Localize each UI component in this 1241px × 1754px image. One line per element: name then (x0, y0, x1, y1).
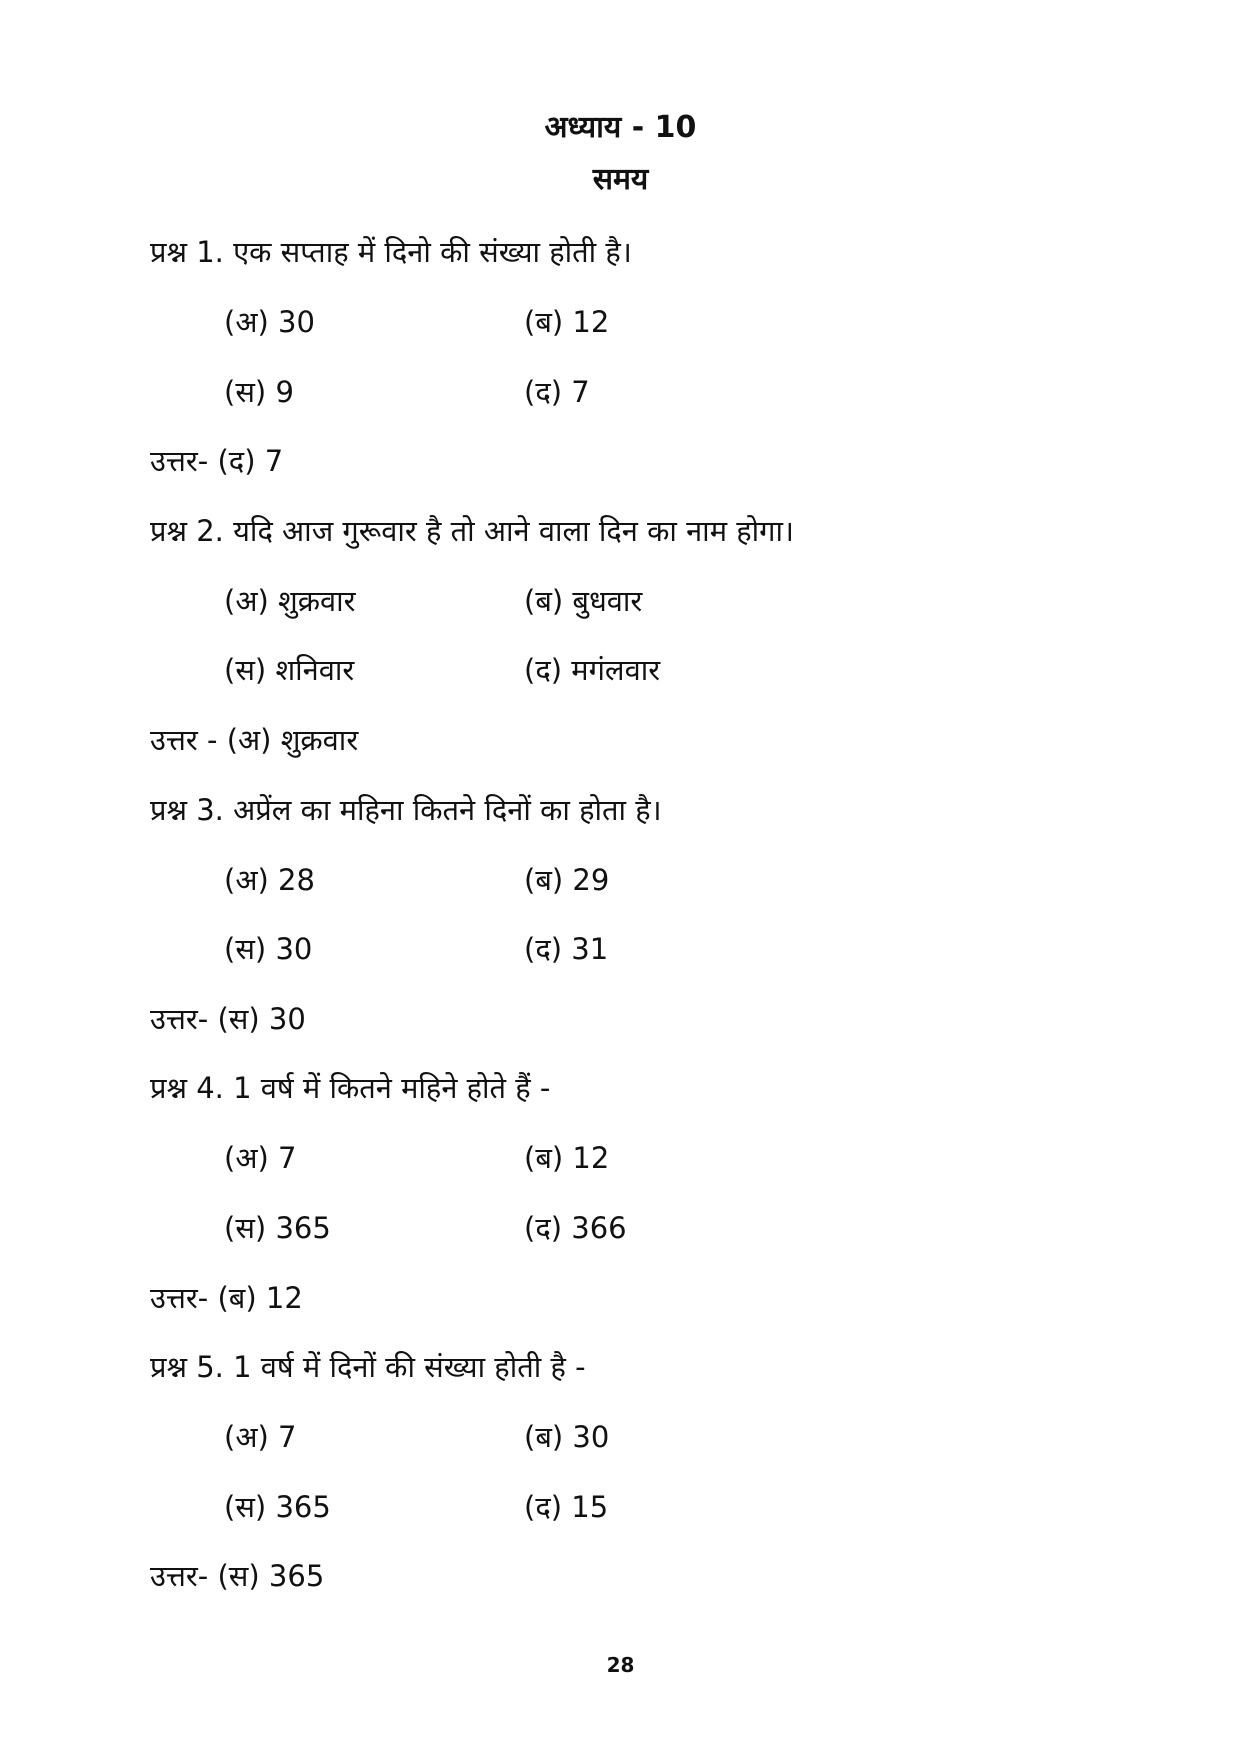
q1-option-b: (ब) 12 (524, 305, 610, 339)
q2-option-a: (अ) शुक्रवार (224, 584, 356, 618)
q3-option-c: (स) 30 (224, 932, 313, 966)
chapter-title: अध्याय - 10 (544, 110, 697, 145)
q4-option-d: (द) 366 (524, 1211, 627, 1245)
q3-option-d: (द) 31 (524, 932, 609, 966)
chapter-subtitle: समय (592, 162, 649, 197)
q2-option-b: (ब) बुधवार (524, 584, 643, 618)
q5-answer: उत्तर- (स) 365 (150, 1559, 325, 1593)
q3-answer: उत्तर- (स) 30 (150, 1002, 306, 1036)
q4-option-a: (अ) 7 (224, 1141, 297, 1175)
q2-option-c: (स) शनिवार (224, 653, 355, 687)
q5-option-c: (स) 365 (224, 1490, 331, 1524)
q5-option-a: (अ) 7 (224, 1420, 297, 1454)
q4-option-b: (ब) 12 (524, 1141, 610, 1175)
q1-option-c: (स) 9 (224, 375, 294, 409)
q4-answer: उत्तर- (ब) 12 (150, 1281, 303, 1315)
question-1: प्रश्न 1. एक सप्ताह में दिनो की संख्या होती है। (150, 235, 632, 269)
page-number: 28 (606, 1653, 635, 1677)
question-3: प्रश्न 3. अप्रेंल का महिना कितने दिनों का होता है। (150, 793, 662, 827)
q1-option-a: (अ) 30 (224, 305, 315, 339)
q3-option-b: (ब) 29 (524, 863, 610, 897)
question-5: प्रश्न 5. 1 वर्ष में दिनों की संख्या होती है - (150, 1350, 586, 1384)
q2-option-d: (द) मगंलवार (524, 653, 661, 687)
q5-option-b: (ब) 30 (524, 1420, 610, 1454)
q3-option-a: (अ) 28 (224, 863, 315, 897)
q1-answer: उत्तर- (द) 7 (150, 444, 284, 478)
q1-option-d: (द) 7 (524, 375, 590, 409)
q5-option-d: (द) 15 (524, 1490, 609, 1524)
question-4: प्रश्न 4. 1 वर्ष में कितने महिने होते हैं - (150, 1071, 551, 1105)
question-2: प्रश्न 2. यदि आज गुरूवार है तो आने वाला दिन का नाम होगा। (150, 514, 794, 548)
q2-answer: उत्तर - (अ) शुक्रवार (150, 723, 359, 757)
q4-option-c: (स) 365 (224, 1211, 331, 1245)
